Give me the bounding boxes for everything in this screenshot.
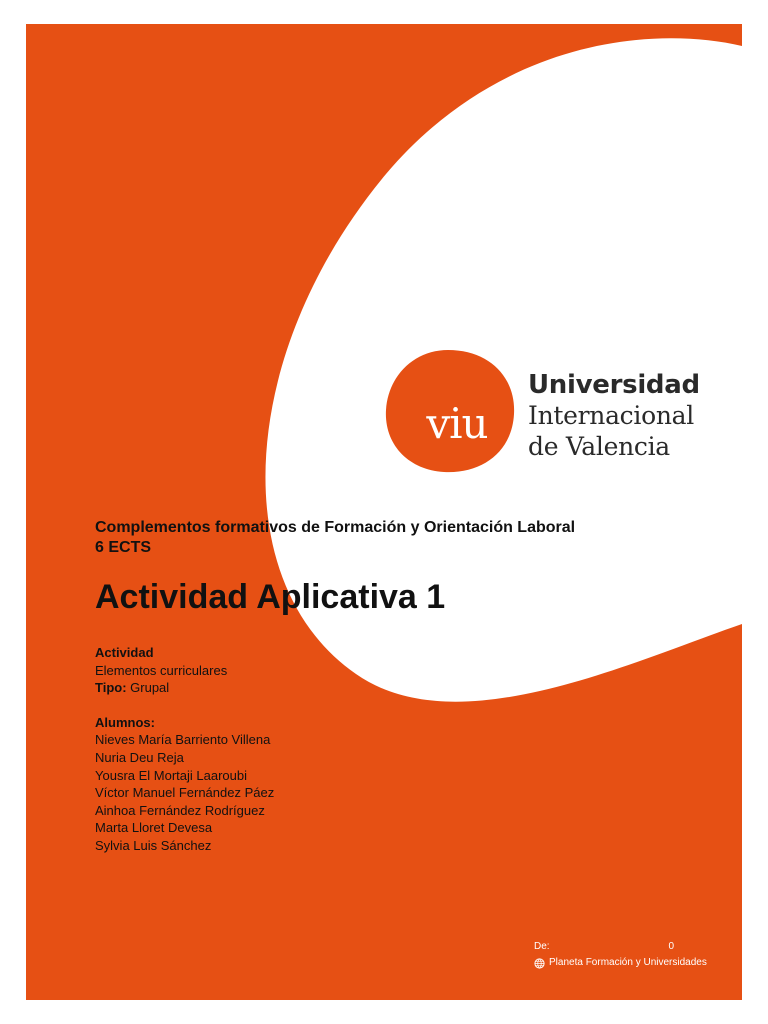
page-title: Actividad Aplicativa 1 <box>95 578 446 616</box>
students-label: Alumnos: <box>95 714 155 730</box>
activity-info <box>95 644 274 855</box>
university-name <box>528 370 700 462</box>
activity-label: Actividad <box>95 645 154 660</box>
globe-icon <box>534 958 545 969</box>
student-name: Marta Lloret Devesa <box>95 820 213 836</box>
brand-name: Planeta Formación y Universidades <box>549 957 707 968</box>
student-name: Sylvia Luis Sánchez <box>95 837 212 853</box>
subject-name: Complementos formativos de Formación y Orientación Laboral <box>95 519 576 536</box>
logo-line-2: Internacional <box>528 401 694 430</box>
type-label: Tipo: <box>95 680 127 696</box>
de-label: De: <box>534 941 550 952</box>
cover-page <box>26 24 742 1000</box>
student-name: Ainhoa Fernández Rodríguez <box>95 802 265 818</box>
type-value: Grupal <box>130 680 170 696</box>
student-name: Yousra El Mortaji Laaroubi <box>95 767 247 783</box>
logo-mark-text: viu <box>426 399 488 448</box>
student-name: Nieves María Barriento Villena <box>95 732 271 748</box>
subject-block <box>95 518 575 558</box>
credits: 6 ECTS <box>95 539 152 556</box>
footer <box>534 940 707 970</box>
footer-brand <box>534 956 707 970</box>
logo-line-3: de Valencia <box>528 432 670 461</box>
activity-value: Elementos curriculares <box>95 662 228 678</box>
de-value: 0 <box>668 941 674 952</box>
student-name: Nuria Deu Reja <box>95 749 184 765</box>
type-row <box>95 679 274 697</box>
logo-line-1: Universidad <box>528 370 700 400</box>
footer-de-row <box>534 940 674 954</box>
student-name: Víctor Manuel Fernández Páez <box>95 785 275 801</box>
